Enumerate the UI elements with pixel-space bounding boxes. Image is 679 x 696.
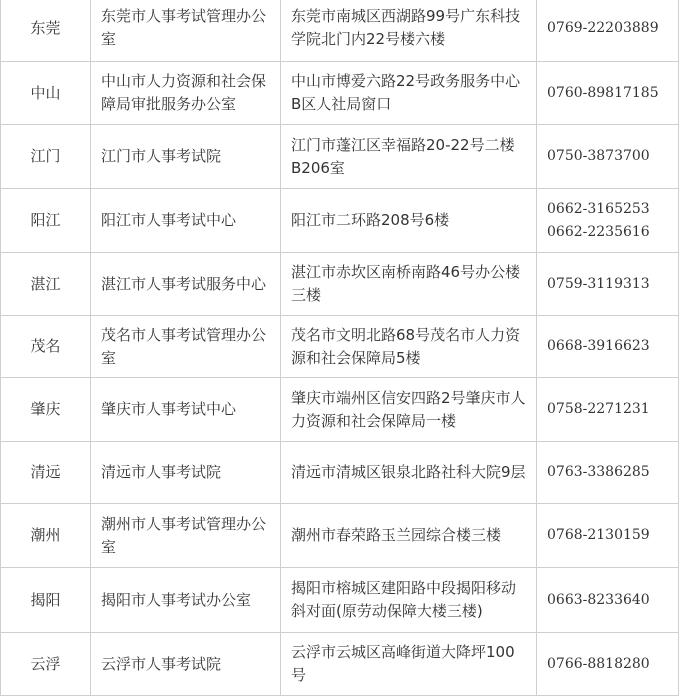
phone-cell <box>537 504 679 568</box>
office-name-cell: 中山市人力资源和社会保障局审批服务办公室 <box>91 62 281 125</box>
phone-cell <box>537 378 679 442</box>
table-row <box>1 316 679 378</box>
office-name-cell: 揭阳市人事考试办公室 <box>91 568 281 633</box>
office-name-cell: 江门市人事考试院 <box>91 125 281 189</box>
city-cell: 揭阳 <box>1 568 91 633</box>
address-cell: 湛江市赤坎区南桥南路46号办公楼三楼 <box>281 253 537 316</box>
address-cell: 云浮市云城区高峰街道大降坪100号 <box>281 633 537 696</box>
phone-number: 0763-3386285 <box>547 464 650 480</box>
phone-cell <box>537 633 679 696</box>
office-name-cell: 清远市人事考试院 <box>91 442 281 504</box>
address-cell: 东莞市南城区西湖路99号广东科技学院北门内22号楼六楼 <box>281 0 537 62</box>
table-body <box>1 0 679 696</box>
phone-cell <box>537 253 679 316</box>
phone-cell <box>537 125 679 189</box>
phone-number: 0662-2235616 <box>547 223 650 240</box>
office-name-cell: 云浮市人事考试院 <box>91 633 281 696</box>
office-name-cell: 肇庆市人事考试中心 <box>91 378 281 442</box>
city-cell: 阳江 <box>1 189 91 253</box>
phone-number: 0759-3119313 <box>547 275 650 292</box>
phone-cell <box>537 189 679 253</box>
office-name-cell: 茂名市人事考试管理办公室 <box>91 316 281 378</box>
phone-number: 0750-3873700 <box>547 148 650 164</box>
address-cell: 清远市清城区银泉北路社科大院9层 <box>281 442 537 504</box>
phone-number: 0766-8818280 <box>547 655 650 672</box>
address-cell: 茂名市文明北路68号茂名市人力资源和社会保障局5楼 <box>281 316 537 378</box>
address-cell: 肇庆市端州区信安四路2号肇庆市人力资源和社会保障局一楼 <box>281 378 537 442</box>
phone-number: 0768-2130159 <box>547 527 650 543</box>
phone-number: 0663-8233640 <box>547 591 650 608</box>
table-row <box>1 62 679 125</box>
phone-cell <box>537 0 679 62</box>
city-cell: 湛江 <box>1 253 91 316</box>
city-cell: 云浮 <box>1 633 91 696</box>
table-row <box>1 633 679 696</box>
table-row <box>1 125 679 189</box>
table-row <box>1 568 679 633</box>
office-name-cell: 东莞市人事考试管理办公室 <box>91 0 281 62</box>
table-row <box>1 378 679 442</box>
phone-cell <box>537 62 679 125</box>
city-cell: 肇庆 <box>1 378 91 442</box>
phone-number: 0760-89817185 <box>547 84 659 101</box>
phone-cell <box>537 568 679 633</box>
city-cell: 茂名 <box>1 316 91 378</box>
phone-number: 0758-2271231 <box>547 401 650 417</box>
office-name-cell: 阳江市人事考试中心 <box>91 189 281 253</box>
phone-cell <box>537 316 679 378</box>
phone-cell <box>537 442 679 504</box>
address-cell: 潮州市春荣路玉兰园综合楼三楼 <box>281 504 537 568</box>
address-cell: 江门市蓬江区幸福路20-22号二楼B206室 <box>281 125 537 189</box>
table-row <box>1 504 679 568</box>
table-row <box>1 253 679 316</box>
address-cell: 阳江市二环路208号6楼 <box>281 189 537 253</box>
address-cell: 揭阳市榕城区建阳路中段揭阳移动斜对面(原劳动保障大楼三楼) <box>281 568 537 633</box>
table-row <box>1 0 679 62</box>
table-row <box>1 189 679 253</box>
city-cell: 中山 <box>1 62 91 125</box>
office-name-cell: 潮州市人事考试管理办公室 <box>91 504 281 568</box>
phone-number: 0769-22203889 <box>547 19 659 36</box>
phone-number: 0662-3165253 <box>547 200 650 217</box>
city-cell: 江门 <box>1 125 91 189</box>
office-name-cell: 湛江市人事考试服务中心 <box>91 253 281 316</box>
address-cell: 中山市博爱六路22号政务服务中心B区人社局窗口 <box>281 62 537 125</box>
city-cell: 东莞 <box>1 0 91 62</box>
table-row <box>1 442 679 504</box>
city-cell: 清远 <box>1 442 91 504</box>
phone-number: 0668-3916623 <box>547 338 650 354</box>
city-cell: 潮州 <box>1 504 91 568</box>
